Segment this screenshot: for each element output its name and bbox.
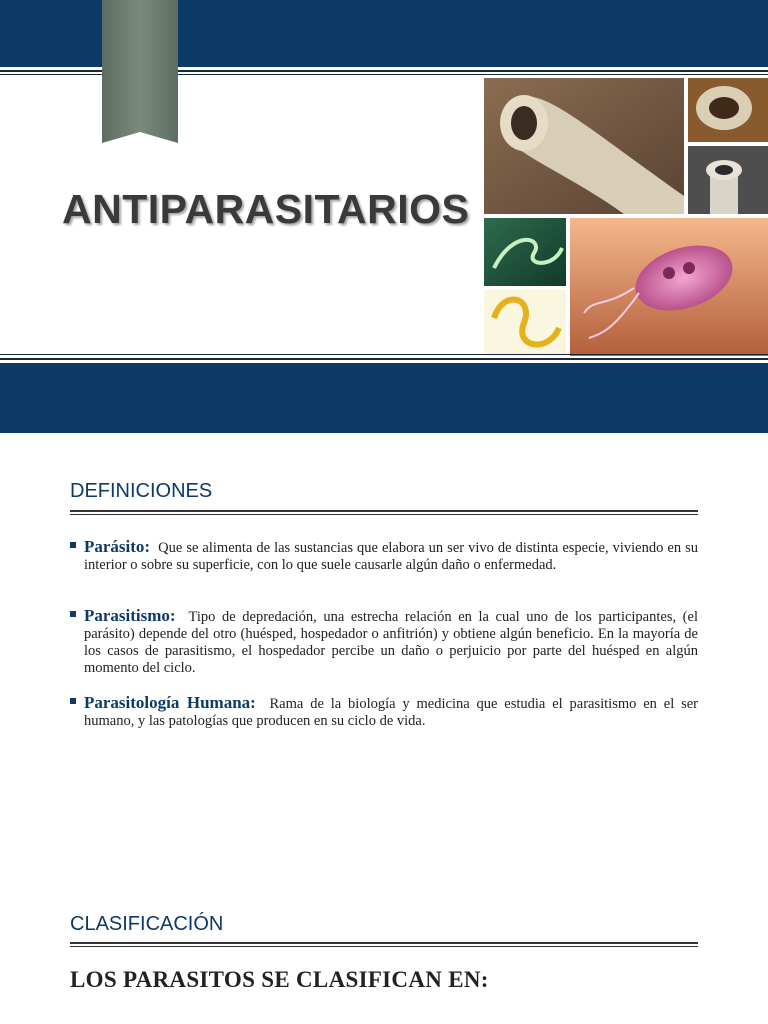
title-slide xyxy=(0,0,768,433)
definitions-slide xyxy=(0,433,768,1024)
definition-item xyxy=(70,538,698,574)
bottom-rule-1 xyxy=(0,354,768,355)
definition-text: Tipo de depredación, una estrecha relación en la cual uno de los participantes, (el parásito) depende del otro (huésped, hospedador o anfitrión) y obtiene algún beneficio. En la mayoría de los casos de parasitismo, el hospedador percibe un daño o perjuicio por parte del huésped en algún momento del ciclo. xyxy=(84,609,698,676)
section-rule xyxy=(70,510,698,515)
definition-text: Que se alimenta de las sustancias que elabora un ser vivo de distinta especie, viviendo en su interior o sobre su superficie, con lo que suele causarle algún daño o enfermedad. xyxy=(84,540,698,573)
definition-term: Parásito: xyxy=(84,537,151,556)
classification-heading: LOS PARASITOS SE CLASIFICAN EN: xyxy=(70,967,489,992)
giardia-protozoan-image xyxy=(570,218,768,356)
bullet-square-icon xyxy=(70,698,76,704)
hookworm-mouth-micrograph xyxy=(688,78,768,142)
bullet-square-icon xyxy=(70,542,76,548)
parasite-collage xyxy=(484,78,768,356)
bottom-band xyxy=(0,363,768,433)
definition-text: Rama de la biología y medicina que estudia el parasitismo en el ser humano, y las patologías que producen en su ciclo de vida. xyxy=(84,696,698,729)
worm-mouth-closeup xyxy=(688,146,768,214)
definition-item xyxy=(70,694,698,730)
section-title-clasificacion: CLASIFICACIÓN xyxy=(70,913,224,935)
section-rule xyxy=(70,942,698,947)
section-title-definiciones: DEFINICIONES xyxy=(70,480,213,502)
bookmark-ribbon xyxy=(102,0,178,143)
bullet-square-icon xyxy=(70,611,76,617)
definition-term: Parasitología Humana: xyxy=(84,693,256,712)
definition-term: Parasitismo: xyxy=(84,606,176,625)
green-larva-image xyxy=(484,218,566,286)
slide-title: ANTIPARASITARIOS xyxy=(62,186,470,232)
definition-item xyxy=(70,607,698,677)
yellow-worm-image xyxy=(484,290,566,356)
bottom-rule-2 xyxy=(0,358,768,360)
nematode-head-micrograph xyxy=(484,78,684,214)
